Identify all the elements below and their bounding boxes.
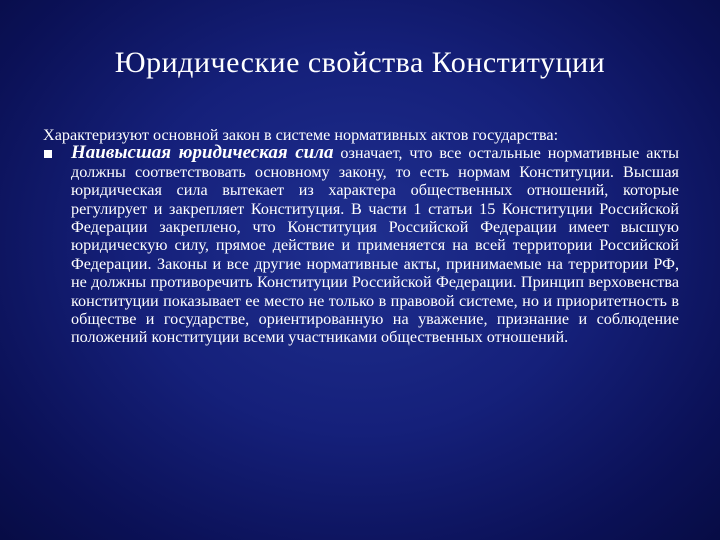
bullet-paragraph [71,144,679,346]
square-bullet-icon [44,150,52,158]
slide-body [43,126,683,347]
bullet-body: означает, что все остальные нормативные акты должны соответствовать основному закону, то есть нормам Конституции. Высшая юридическая сила вытекает из характера общественных отношений, которые регулирует и закрепляет Конституция. В части 1 статьи 15 Конституции Российской Федерации закреплено, что Конституция Российской Федерации имеет высшую юридическую силу, прямое действие и применяется на всей территории Российской Федерации. Законы и все другие нормативные акты, принимаемые на территории РФ, не должны противоречить Конституции Российской Федерации. Принцип верховенства конституции показывает ее место не только в правовой системе, но и приоритетность в обществе и государстве, ориентированную на уважение, признание и соблюдение положений конституции всеми участниками общественных отношений. [71,144,680,347]
bullet-emphasis: Наивысшая юридическая сила [71,142,334,164]
slide-title: Юридические свойства Конституции [114,46,606,79]
intro-text: Характеризуют основной закон в системе нормативных актов государства: [43,126,559,144]
bullet-item [43,144,683,346]
